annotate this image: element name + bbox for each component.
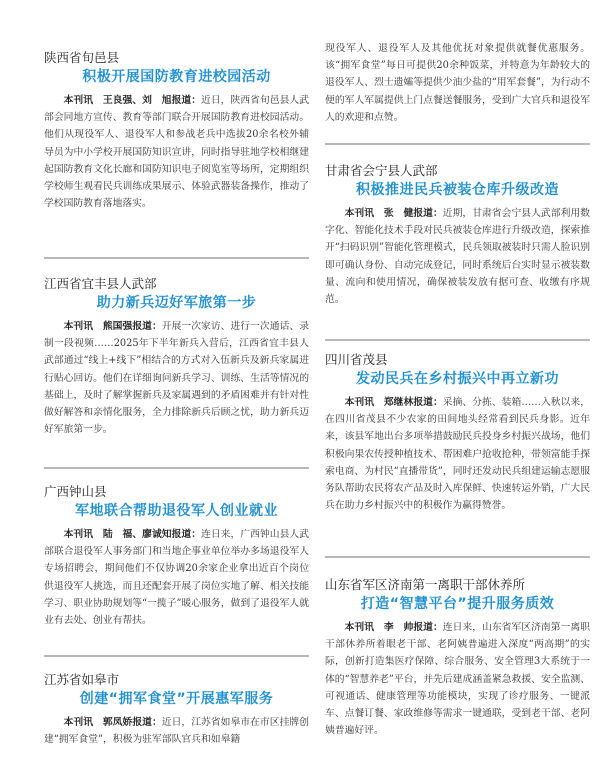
- article-text: 开展一次家访、进行一次通话、录制一段视频……2025年下半年新兵入营后，江西省宜丰县人武部通过“线上+线下”相结合的方式对入伍新兵及新兵家属进行贴心回访。他们在详细询问新兵学习、训练、生活等情况的基础上，及时了解掌握新兵及家属遇到的矛盾困难并有针对性做好解答和亲情化服务，全力排除新兵后顾之忧，助力新兵迈好军旅第一步。: [44, 321, 310, 436]
- article-yifeng: [44, 276, 309, 438]
- article-text: 近日，江苏省如皋市在市区挂牌创建“拥军食堂”，积极为驻军部队官兵和如皋籍: [44, 717, 310, 746]
- section-divider: [44, 655, 309, 657]
- article-body: 现役军人、退役军人及其他优抚对象提供就餐优惠服务。该“拥军食堂”每日可提供20余种饭菜，并特意为年龄较大的退役军人、烈士遗孀等提供少油少盐的“用军套餐”，为行动不便的军人军属提供上门点餐送餐服务，受到广大官兵和退役军人的欢迎和点赞。: [325, 43, 590, 123]
- article-place: 广西钟山县: [44, 484, 107, 499]
- article-byline: 本刊讯 郑继林报道：: [344, 397, 443, 408]
- article-rugao: [44, 672, 309, 748]
- article-text: 采摘、分拣、装箱……入秋以来，在四川省茂县不少农家的田间地头经常看到民兵身影。近年来，该县军地出台多项举措鼓励民兵投身乡村振兴战场，他们积极向果农传授种植技术、帮困难户抢收抢种，带领富能手探索电商、为村民“直播带货”，同时还发动民兵组建运输志愿服务队帮助农民将农产品及时入库保鲜、快速转运外销，广大民兵在助力乡村振兴中的积极作为赢得赞誉。: [325, 397, 591, 512]
- article-zhongshan: [44, 484, 309, 629]
- article-headline: 创建“拥军食堂”开展惠军服务: [79, 691, 274, 707]
- article-text: 连日来，广西钟山县人武部联合退役军人事务部门和当地企事业单位举办多场退役军人专场招聘会，期间他们不仅协调20余家企业拿出近百个岗位供退役军人挑选，而且还配套开展了岗位实地了解、相关技能学习、职业协助规划等“一揽子”暖心服务，做到了退役军人就业有去处、创业有帮扶。: [44, 529, 310, 627]
- article-huining: [325, 163, 590, 308]
- article-byline: 本刊讯 熊国强报道：: [63, 321, 162, 332]
- article-body: [44, 92, 309, 212]
- section-divider: [44, 257, 309, 259]
- article-headline: 打造“智慧平台”提升服务质效: [360, 596, 555, 612]
- article-place: 江苏省如皋市: [44, 672, 120, 687]
- article-headline: 积极推进民兵被装仓库升级改造: [356, 182, 559, 198]
- article-rugao-continued: [325, 40, 590, 126]
- article-byline: 本刊讯 张 健报道：: [344, 208, 443, 219]
- section-divider: [325, 556, 590, 558]
- section-divider: [325, 143, 590, 145]
- section-divider: [325, 339, 590, 341]
- article-text: 连日来，山东省军区济南第一离职干部休养所着眼老干部、老阿姨普遍进入深度“两高期”的实际，创新打造集医疗保障、综合服务、安全管理3大系统于一体的“智慧养老”平台，并先后建成涵盖紧急救援、安全监测、可视通话、健康管理等功能模块，实现了诊疗服务、一键派车、点餐订餐、家政维修等需求一键通联，受到老干部、老阿姨普遍好评。: [325, 622, 591, 737]
- article-headline: 助力新兵迈好军旅第一步: [96, 295, 257, 311]
- article-body: [44, 526, 309, 629]
- article-place: 山东省军区济南第一离职干部休养所: [325, 577, 526, 592]
- article-maoxian: [325, 352, 590, 514]
- article-text: 近日，陕西省旬邑县人武部会同地方宣传、教育等部门联合开展国防教育进校园活动。他们从现役军人、退役军人和参战老兵中选拔20余名校外辅导员为中小学校开展国防知识宣讲，同时指导驻地学校相继建起国防教育文化长廊和国防知识电子阅览室等场所，定期组织学校师生观看民兵训练成果展示、体验武器装备操作，推动了学校国防教育落地落实。: [44, 95, 310, 210]
- article-byline: 本刊讯 李 帅报道：: [344, 622, 443, 633]
- article-xunyi: [44, 50, 309, 212]
- article-body: [325, 394, 590, 514]
- article-byline: 本刊讯 陆 福、廖诚知报道：: [63, 529, 202, 540]
- article-headline: 军地联合帮助退役军人创业就业: [75, 503, 278, 519]
- article-byline: 本刊讯 郭凤娇报道：: [63, 717, 162, 728]
- article-body: [44, 318, 309, 438]
- article-jinan: [325, 577, 590, 739]
- article-headline: 发动民兵在乡村振兴中再立新功: [356, 371, 559, 387]
- article-headline: 积极开展国防教育进校园活动: [82, 69, 271, 85]
- article-body: [325, 619, 590, 739]
- article-place: 陕西省旬邑县: [44, 50, 120, 65]
- article-place: 江西省宜丰县人武部: [44, 276, 157, 291]
- article-place: 四川省茂县: [325, 352, 388, 367]
- article-body: [44, 714, 309, 748]
- article-byline: 本刊讯 王良强、刘 旭报道：: [63, 95, 202, 106]
- article-place: 甘肃省会宁县人武部: [325, 163, 438, 178]
- article-text: 近期，甘肃省会宁县人武部利用数字化、智能化技术手段对民兵被装仓库进行升级改造，探索推开“扫码识别”智能化管理模式，民兵领取被装时只需人脸识别即可确认身份、自动完成登记，同时系统后台实时显示被装数量、流向和使用情况，确保被装发放有据可查、收缴有序规范。: [325, 208, 591, 306]
- article-body: [325, 205, 590, 308]
- section-divider: [44, 467, 309, 469]
